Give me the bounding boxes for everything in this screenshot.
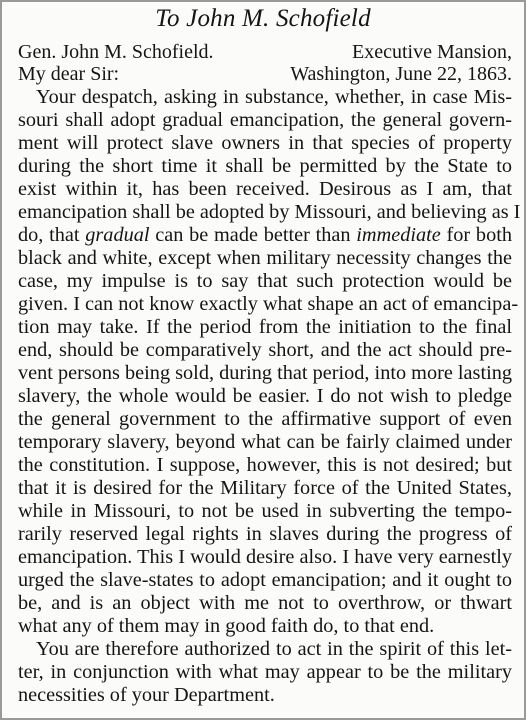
body-line: necessities of your Department.: [18, 684, 275, 706]
body-line: that it is desired for the Military force of the United States,: [18, 477, 512, 499]
body-text: for both: [440, 224, 512, 246]
body-line: emancipation. This I would desire also. I have very earnestly: [18, 546, 512, 568]
emphasis-immediate: immediate: [356, 224, 441, 246]
body-line: ment will protect slave owners in that species of property: [18, 132, 512, 154]
body-line: souri shall adopt gradual emancipation, the general govern-: [18, 109, 512, 131]
body-line: end, should be comparatively short, and the act should pre-: [18, 339, 512, 361]
letter-title: To John M. Schofield: [155, 5, 371, 32]
body-line: urged the slave-states to adopt emancipation; and it ought to: [18, 569, 512, 591]
place-date-line: Washington, June 22, 1863.: [290, 63, 512, 85]
body-line: be, and is an object with me not to overthrow, or thwart: [18, 592, 512, 614]
place-line: Executive Mansion,: [352, 41, 512, 63]
body-line: rarily reserved legal rights in slaves during the progress of: [18, 523, 512, 545]
body-text: can be made better than: [149, 224, 357, 246]
body-line: case, my impulse is to say that such protection would be: [18, 270, 512, 292]
body-line: during the short time it shall be permitted by the State to: [18, 155, 512, 177]
salutation-line: My dear Sir:: [18, 63, 120, 85]
body-line: black and white, except when military necessity changes the: [18, 247, 512, 269]
body-line: emancipation shall be adopted by Missouri, and believing as I: [18, 201, 521, 223]
body-line: given. I can not know exactly what shape an act of emancipa-: [18, 293, 519, 315]
emphasis-gradual: gradual: [85, 224, 150, 246]
body-line: the constitution. I suppose, however, this is not desired; but: [18, 454, 512, 476]
body-line: ter, in conjunction with what may appear to be the military: [18, 661, 512, 683]
body-line: temporary slavery, beyond what can be fairly claimed under: [18, 431, 512, 453]
body-line-emphasis: [18, 223, 512, 247]
body-text: do, that: [18, 224, 86, 246]
body-line: slavery, the whole would be easier. I do not wish to pledge: [18, 385, 512, 407]
body-line: tion may take. If the period from the initiation to the final: [18, 316, 512, 338]
body-line: the general government to the affirmative support of even: [18, 408, 512, 430]
body-line: vent persons being sold, during that period, into more lasting: [18, 362, 512, 384]
body-line: You are therefore authorized to act in the spirit of this let-: [36, 638, 512, 660]
body-line: while in Missouri, to not be used in subverting the tempo-: [18, 500, 512, 522]
addressee-line: Gen. John M. Schofield.: [18, 41, 214, 63]
body-line: what any of them may in good faith do, to that end.: [18, 615, 435, 637]
body-line: exist within it, has been received. Desirous as I am, that: [18, 178, 512, 200]
body-line: Your despatch, asking in substance, whether, in case Mis-: [36, 86, 512, 108]
